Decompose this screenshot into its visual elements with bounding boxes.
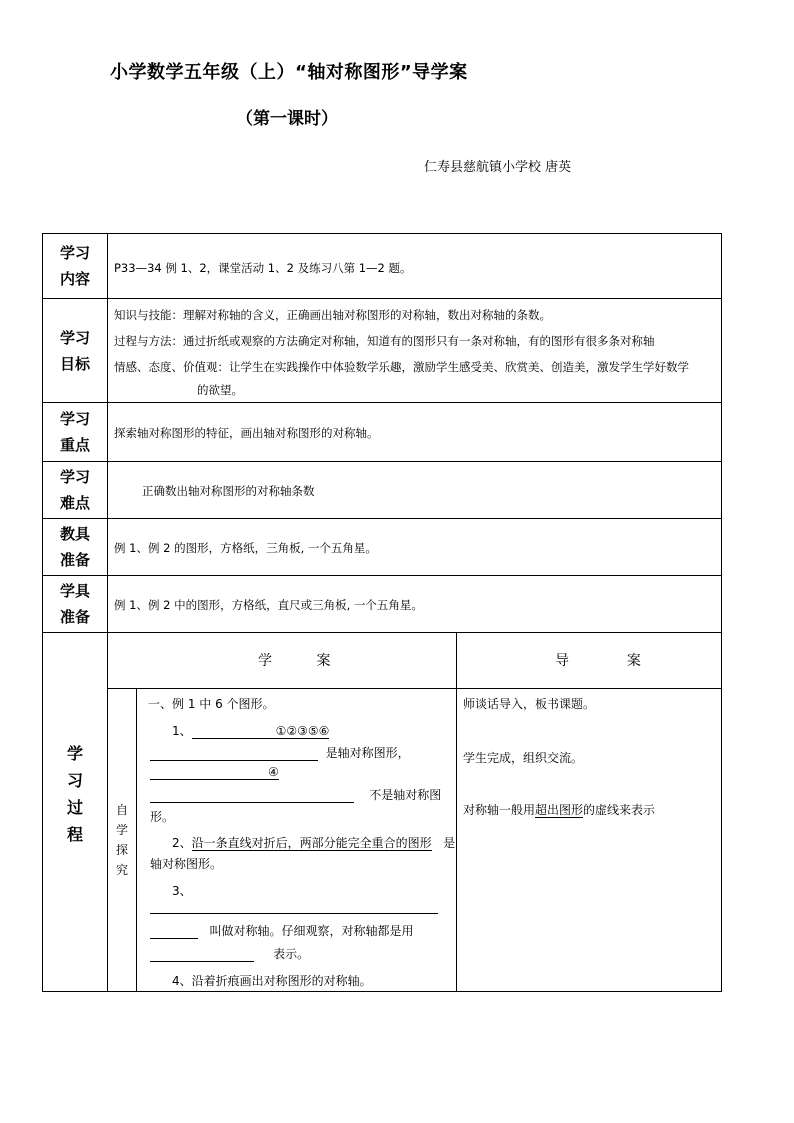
fill-answer-not-symmetric: ④: [268, 765, 279, 779]
author-line: 仁寿县慈航镇小学校 唐英: [424, 160, 572, 175]
study-item-3-2: 表示。: [150, 945, 309, 962]
grid-line: [136, 688, 137, 992]
row-label-teacher-tools: 教具 准备: [59, 525, 90, 569]
document-title: 小学数学五年级（上）“轴对称图形”导学案: [110, 62, 468, 83]
study-item-1-4: 不是轴对称图: [150, 786, 441, 803]
guide-item-1: 师谈话导入，板书课题。: [463, 697, 596, 711]
column-header-guide: 导 案: [555, 653, 641, 669]
guide-underlined: 超出图形: [535, 803, 584, 817]
row-label-goals: 学习 目标: [59, 328, 90, 373]
column-header-study: 学 案: [258, 653, 331, 669]
row-label-difficulty: 学习 难点: [59, 468, 90, 512]
grid-line: [42, 461, 722, 462]
study-item-3-1: 叫做对称轴。仔细观察，对称轴都是用: [150, 922, 413, 939]
study-item-1-2: 是轴对称图形，: [150, 744, 410, 761]
grid-line: [456, 632, 457, 992]
goal-knowledge: 知识与技能：理解对称轴的含义，正确画出轴对称图形的对称轴，数出对称轴的条数。: [114, 308, 551, 322]
grid-line: [42, 575, 722, 576]
definition-underlined: 沿一条直线对折后，两部分能完全重合的图形: [191, 836, 432, 850]
study-item-1-5: 形。: [150, 810, 175, 824]
study-item-2: 2、沿一条直线对折后，两部分能完全重合的图形 是: [172, 836, 456, 850]
grid-line: [42, 402, 722, 403]
row-label-content: 学习 内容: [59, 244, 90, 288]
study-item-1: 一、例 1 中 6 个图形。: [148, 697, 275, 711]
sub-label-self-study: 自 学 探 究: [115, 803, 128, 877]
student-tools-text: 例 1、例 2 中的图形，方格纸，直尺或三角板, 一个五角星。: [114, 598, 423, 612]
grid-line: [42, 298, 722, 299]
fill-blank-line: [150, 913, 438, 914]
study-item-4: 4、沿着折痕画出对称图形的对称轴。: [172, 974, 372, 988]
goal-attitude-cont: 的欲望。: [197, 383, 243, 397]
study-item-1-3: [150, 765, 279, 780]
document-subtitle: （第一课时）: [236, 109, 338, 129]
guide-item-2: 学生完成，组织交流。: [463, 751, 584, 765]
study-item-1-1: 1、 ①②③⑤⑥: [172, 724, 330, 738]
grid-line: [42, 518, 722, 519]
guide-item-3: 对称轴一般用超出图形的虚线来表示: [463, 803, 656, 817]
study-item-3: 3、: [172, 884, 192, 898]
row-label-key: 学习 重点: [59, 410, 90, 454]
teacher-tools-text: 例 1、例 2 的图形，方格纸，三角板, 一个五角星。: [114, 541, 377, 555]
row-label-process: 学 习 过 程: [66, 744, 83, 844]
grid-line: [42, 632, 722, 633]
goal-process: 过程与方法：通过折纸或观察的方法确定对称轴，知道有的图形只有一条对称轴，有的图形有很多条对称轴: [114, 334, 655, 348]
row-label-student-tools: 学具 准备: [59, 582, 90, 626]
fill-answer-symmetric: ①②③⑤⑥: [275, 724, 330, 738]
study-item-2-cont: 轴对称图形。: [150, 857, 223, 871]
key-text: 探索轴对称图形的特征，画出轴对称图形的对称轴。: [114, 426, 379, 440]
goal-attitude: 情感、态度、价值观：让学生在实践操作中体验数学乐趣，激励学生感受美、欣赏美、创造美，激发学生学好数学: [114, 360, 689, 374]
difficulty-text: 正确数出轴对称图形的对称轴条数: [142, 484, 315, 498]
grid-line: [107, 688, 722, 689]
content-text: P33—34 例 1、2，课堂活动 1、2 及练习八第 1—2 题。: [114, 261, 412, 275]
